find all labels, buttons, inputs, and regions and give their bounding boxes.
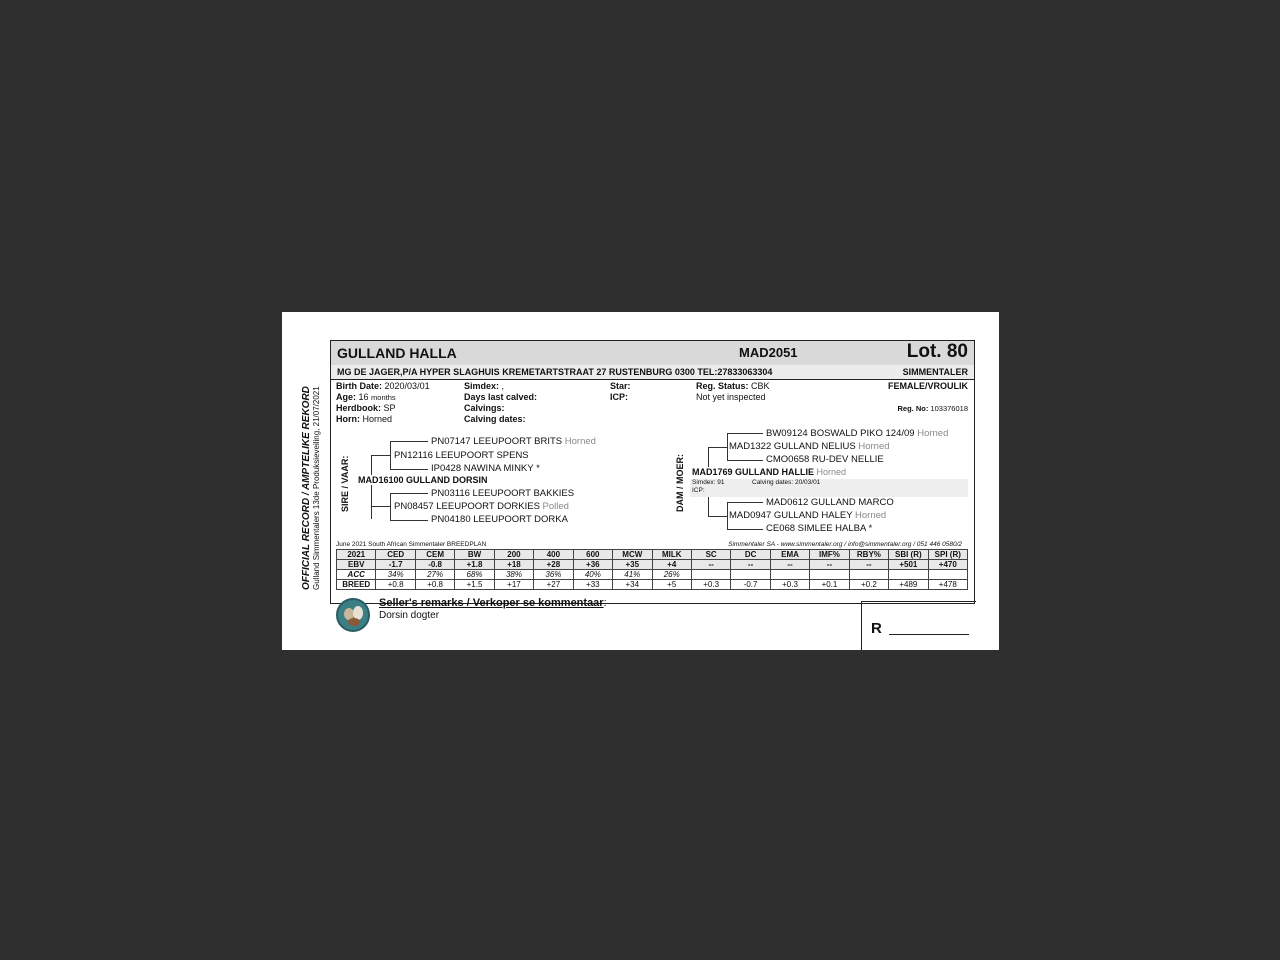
dam-sire-sire: BW09124 BOSWALD PIKO 124/09 Horned <box>766 428 949 439</box>
ebv-cell: +33 <box>573 580 612 590</box>
ebv-cell <box>731 570 770 580</box>
ebv-cell: +35 <box>613 560 652 570</box>
ebv-cell: -0.7 <box>731 580 770 590</box>
ebv-cell: 40% <box>573 570 612 580</box>
reg-status-field: Reg. Status: CBK <box>696 381 770 391</box>
ebv-cell: -- <box>849 560 888 570</box>
owner-bar <box>331 365 974 380</box>
dam-simdex: Simdex: 91 <box>692 479 725 486</box>
ebv-cell: +36 <box>573 560 612 570</box>
ebv-header-cell: 600 <box>573 550 612 560</box>
sire-sire-sire: PN07147 LEEUPOORT BRITS Horned <box>431 436 596 447</box>
ebv-header-cell: DC <box>731 550 770 560</box>
simdex-field: Simdex: , <box>464 381 505 391</box>
days-last-calved-field: Days last calved: <box>464 392 538 402</box>
ebv-cell: +0.2 <box>849 580 888 590</box>
sire-dam: PN08457 LEEUPOORT DORKIES Polled <box>394 501 569 512</box>
calvings-field: Calvings: <box>464 403 505 413</box>
ebv-header-cell: 2021 <box>337 550 376 560</box>
ebv-cell: +34 <box>613 580 652 590</box>
sire-dam-sire: PN03116 LEEUPOORT BAKKIES <box>431 488 575 499</box>
star-field: Star: <box>610 381 631 391</box>
acc-row <box>337 570 968 580</box>
sale-text: Gulland Simmentalers 13de Produksieveiling, 21/07/2021 <box>312 386 321 590</box>
ebv-cell: 68% <box>455 570 494 580</box>
reg-no-field: Reg. No: 103376018 <box>897 404 968 413</box>
price-field[interactable] <box>889 634 969 635</box>
calving-dates-field: Calving dates: <box>464 414 526 424</box>
ebv-cell: 27% <box>415 570 454 580</box>
ebv-header-cell: IMF% <box>810 550 849 560</box>
dam-label: DAM / MOER: <box>675 454 685 512</box>
contact-note: Simmentaler SA - www.simmentaler.org / info@simmentaler.org / 051 446 0580/2 <box>728 541 962 548</box>
ebv-cell <box>770 570 809 580</box>
sire-name: MAD16100 GULLAND DORSIN <box>358 475 488 485</box>
ebv-cell: 38% <box>494 570 533 580</box>
ebv-cell: +1.5 <box>455 580 494 590</box>
ebv-cell: -- <box>810 560 849 570</box>
breed-label: SIMMENTALER <box>902 367 968 377</box>
ebv-cell: +1.8 <box>455 560 494 570</box>
owner-address: MG DE JAGER,P/A HYPER SLAGHUIS KREMETARTSTRAAT 27 RUSTENBURG 0300 TEL:27833063304 <box>337 367 773 377</box>
ebv-header-cell: RBY% <box>849 550 888 560</box>
ebv-cell: +17 <box>494 580 533 590</box>
ebv-cell: +5 <box>652 580 691 590</box>
ebv-cell: +28 <box>534 560 573 570</box>
ebv-cell: +0.1 <box>810 580 849 590</box>
remarks-section: Seller's remarks / Verkoper se kommentaar: Dorsin dogter <box>379 597 607 621</box>
ebv-cell: 34% <box>376 570 415 580</box>
dam-dam: MAD0947 GULLAND HALEY Horned <box>729 510 887 521</box>
official-record-text: OFFICIAL RECORD / AMPTELIKE REKORD <box>301 386 312 590</box>
dam-name: MAD1769 GULLAND HALLIE Horned <box>692 467 847 477</box>
breed-row <box>337 580 968 590</box>
inspection-status: Not yet inspected <box>696 392 766 402</box>
ebv-cell: +0.3 <box>770 580 809 590</box>
ebv-header-cell: MILK <box>652 550 691 560</box>
ebv-cell: +18 <box>494 560 533 570</box>
ebv-cell: +489 <box>889 580 928 590</box>
ebv-cell <box>928 570 967 580</box>
remarks-heading: Seller's remarks / Verkoper se kommentaar <box>379 597 604 609</box>
ebv-header-cell: SPI (R) <box>928 550 967 560</box>
remarks-text: Dorsin dogter <box>379 610 440 621</box>
dam-sire-dam: CMO0658 RU-DEV NELLIE <box>766 454 884 465</box>
dam-info-box <box>690 479 968 497</box>
breed-society-logo <box>336 598 370 632</box>
ebv-header-cell: BW <box>455 550 494 560</box>
ebv-cell: +470 <box>928 560 967 570</box>
ebv-cell <box>849 570 888 580</box>
animal-name: GULLAND HALLA <box>337 345 457 361</box>
ebv-cell: 36% <box>534 570 573 580</box>
ebv-header-row <box>337 550 968 560</box>
animal-code: MAD2051 <box>739 345 798 360</box>
ebv-header-cell: SC <box>691 550 730 560</box>
ebv-cell <box>691 570 730 580</box>
ebv-cell: +0.8 <box>376 580 415 590</box>
ebv-header-cell: EMA <box>770 550 809 560</box>
lot-number: Lot. 80 <box>906 341 968 362</box>
sire-dam-dam: PN04180 LEEUPOORT DORKA <box>431 514 568 525</box>
ebv-header-cell: 400 <box>534 550 573 560</box>
sire-sire-dam: IP0428 NAWINA MINKY * <box>431 463 540 474</box>
ebv-header-cell: CED <box>376 550 415 560</box>
ebv-header-cell: MCW <box>613 550 652 560</box>
ebv-cell: +0.8 <box>415 580 454 590</box>
ebv-header-cell: CEM <box>415 550 454 560</box>
ebv-table <box>336 549 968 590</box>
ebv-row-label: BREED <box>337 580 376 590</box>
ebv-cell: +4 <box>652 560 691 570</box>
ebv-row <box>337 560 968 570</box>
breedplan-note: June 2021 South African Simmentaler BREEDPLAN <box>336 541 487 548</box>
side-caption <box>302 386 322 590</box>
price-box <box>861 601 976 650</box>
sex-label: FEMALE/VROULIK <box>888 381 968 391</box>
dam-dam-dam: CE068 SIMLEE HALBA * <box>766 523 873 534</box>
ebv-header-cell: SBI (R) <box>889 550 928 560</box>
birth-date-field: Birth Date: 2020/03/01 <box>336 381 430 391</box>
herdbook-field: Herdbook: SP <box>336 403 396 413</box>
dam-calving-dates: Calving dates: 20/03/01 <box>752 479 821 486</box>
ebv-cell: +501 <box>889 560 928 570</box>
ebv-cell: -0.8 <box>415 560 454 570</box>
horn-field: Horn: Horned <box>336 414 393 424</box>
icp-field: ICP: <box>610 392 628 402</box>
title-bar <box>331 341 974 366</box>
ebv-cell: 26% <box>652 570 691 580</box>
ebv-cell: 41% <box>613 570 652 580</box>
sire-sire: PN12116 LEEUPOORT SPENS <box>394 450 529 461</box>
ebv-header-cell: 200 <box>494 550 533 560</box>
ebv-cell <box>810 570 849 580</box>
ebv-cell <box>889 570 928 580</box>
dam-icp: ICP: <box>692 487 705 494</box>
ebv-cell: -1.7 <box>376 560 415 570</box>
ebv-cell: -- <box>691 560 730 570</box>
dam-dam-sire: MAD0612 GULLAND MARCO <box>766 497 894 508</box>
ebv-row-label: ACC <box>337 570 376 580</box>
age-field: Age: 16 months <box>336 392 396 402</box>
dam-sire: MAD1322 GULLAND NELIUS Horned <box>729 441 890 452</box>
ebv-cell: -- <box>770 560 809 570</box>
currency-symbol: R <box>871 620 882 637</box>
ebv-cell: -- <box>731 560 770 570</box>
ebv-cell: +478 <box>928 580 967 590</box>
ebv-cell: +0.3 <box>691 580 730 590</box>
sire-label: SIRE / VAAR: <box>340 455 350 512</box>
ebv-row-label: EBV <box>337 560 376 570</box>
ebv-cell: +27 <box>534 580 573 590</box>
